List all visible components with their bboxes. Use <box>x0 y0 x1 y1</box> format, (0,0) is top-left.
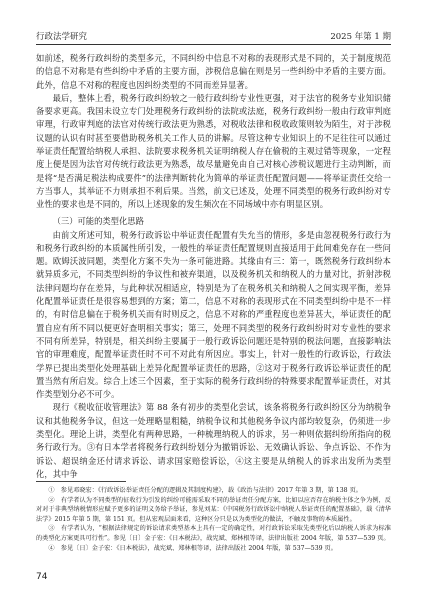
footnote: ① 参见邓晓宏：《行政诉讼举证责任分配的逻辑及其制度构建》，载《政治与法律》2017 年第 3 期，第 138 页。 <box>48 487 362 494</box>
issue-label: 2025 年第 1 期 <box>330 32 391 42</box>
main-text <box>36 52 391 481</box>
paragraph-tax-admin-law: 现行《税收征收管理法》第 88 条有初步的类型化尝试，该条将税务行政纠纷区分为纳税争议和其他税务争议，但这一处理略显粗糙，纳税争议和其他税务争议内部均较复杂，仍须进一步类型化。理论上讲，类型化有两种思路，一种梳理纳税人的诉求，另一种则依据纠纷所指向的税务行政行为。③有日本学者将税务行政纠纷划分为撤销诉讼、无效确认诉讼、争点诉讼、不作为诉讼、超误纳金还付请求诉讼、请求国家赔偿诉讼，④这主要是从纳税人的诉求出发所为类型化，其中争 <box>36 402 391 479</box>
header-rule <box>36 44 391 45</box>
page-number: 74 <box>36 572 48 582</box>
paragraph-continued: 如前述，税务行政纠纷的类型多元，不同纠纷中信息不对称的表现形式是不同的，关于制度规范的信息不对称是有些纠纷中矛盾的主要方面，涉税信息偏在则是另一些纠纷中矛盾的主要方面。此外，信息不对称的程度也因纠纷类型的不同而差异显著。 <box>36 53 391 90</box>
footnote: ② 有学者认为不同类型的征收行为引发的纠纷可能需采取不同的举证责任分配方案，比如以应否存在纳税主体之争为例，反对对于非典型纳税情形应赋予更多的证明义务给予举证，参见刘某：《中国税务行政诉讼中纳税人举证责任的配置基础》，载《清华法学》2015 年第 5 期，第 151 页。但从宏观层面来看，这种区分只是以为类型化的做法，不触及事物的本质属性。 <box>36 496 391 523</box>
paragraph-typology-reasons: 由前文所述可知，税务行政诉讼中举证责任配置有失允当的情形，多是由忽视税务行政行为和税务行政纠纷的本质属性所引发，一般性的举证责任配置规则直接适用于此间难免存在一些问题。欧姆沃波同题，类型化方案不失为一条可能进路。其缘由有三：第一，既然税务行政纠纷本就异质多元，不同类型纠纷的争议性和被弃渠道，以及税务机关和纳税人的力量对比，折射涉税法律问题均存在差异，与此种状况相适应，特别是为了在税务机关和纳税人之间实现平衡，差异化配置举证责任是很容易想到的方案；第二，信息不对称的表现形式在不同类型纠纷中是不一样的，有时信息偏在于税务机关而有时则反之，信息不对称的严重程度也差异甚大，举证责任的配置自应有所不同以便更好查明相关事实；第三，处理不同类型的税务行政纠纷时对专业性的要求不同有所差异，特别是，相关纠纷主要属于一般行政诉讼问题还是特别的税法问题，直接影响法官的审理难度，配置举证责任时不可不对此有所因应。事实上，针对一般性的行政诉讼，行政法学界已提出类型化处理基础上差异化配置举证责任的思路，②这对于税务行政诉讼举证责任的配置当然有所启发。综合上述三个因素，至于实际的税务行政纠纷的特殊要求配置举证责任，对其作类型划分必不可少。 <box>36 229 391 400</box>
paragraph-finally: 最后，整体上看，税务行政纠纷较之一般行政纠纷专业性更强，对于法官的税务专业知识储备要求更高。我国未设立专门处理税务行政纠纷的法院或法庭，税务行政纠纷一般由行政审判庭审理，行政审判庭的法官对传统行政法更为熟悉，对税收法律和税收政策则较为陌生，对于涉税议题的认识有时甚至要借助税务机关工作人员的讲解。尽管这种专业知识上的不足往往可以通过举证责任配置给纳税人承担、法院要求税务机关证明纳税人存在偷税的主观过错等现象，一定程度上便是因为法官对传统行政法更为熟悉，故尽量避免由自己对核心涉税议题进行主动判断，而是将“是否满足税法构成要件”的法律判断转化为简单的举证责任配置问题——将举证责任交给一方当事人，其举证不力则承担不利后果。当然，前文已述及，处理不同类型的税务行政纠纷对专业性的要求也是不同的，所以上述现象的发生频次在不同场域中亦有明显区别。 <box>36 92 391 210</box>
section-subheading: （三）可能的类型化思路 <box>52 215 144 226</box>
footnote: ③ 有学者认为，“根据法律规定的诉讼请求类型基本上具有一定的确定性，对行政诉讼采取先类型化后以纳税人诉求为标准的类型化方案更具可行性”。参见〔日〕金子宏：《日本税法》，战宪斌、郑林根等译，法律出版社 2004 年版，第 537—539 页。 <box>36 525 391 542</box>
running-header <box>36 28 391 42</box>
journal-name: 行政法学研究 <box>36 32 88 42</box>
footnote-rule <box>36 481 126 482</box>
footnote: ④ 参见〔日〕金子宏：《日本税法》，战宪斌、郑林根等译，法律出版社 2004 年版，第 537—539 页。 <box>48 544 337 552</box>
footnotes <box>36 486 391 553</box>
